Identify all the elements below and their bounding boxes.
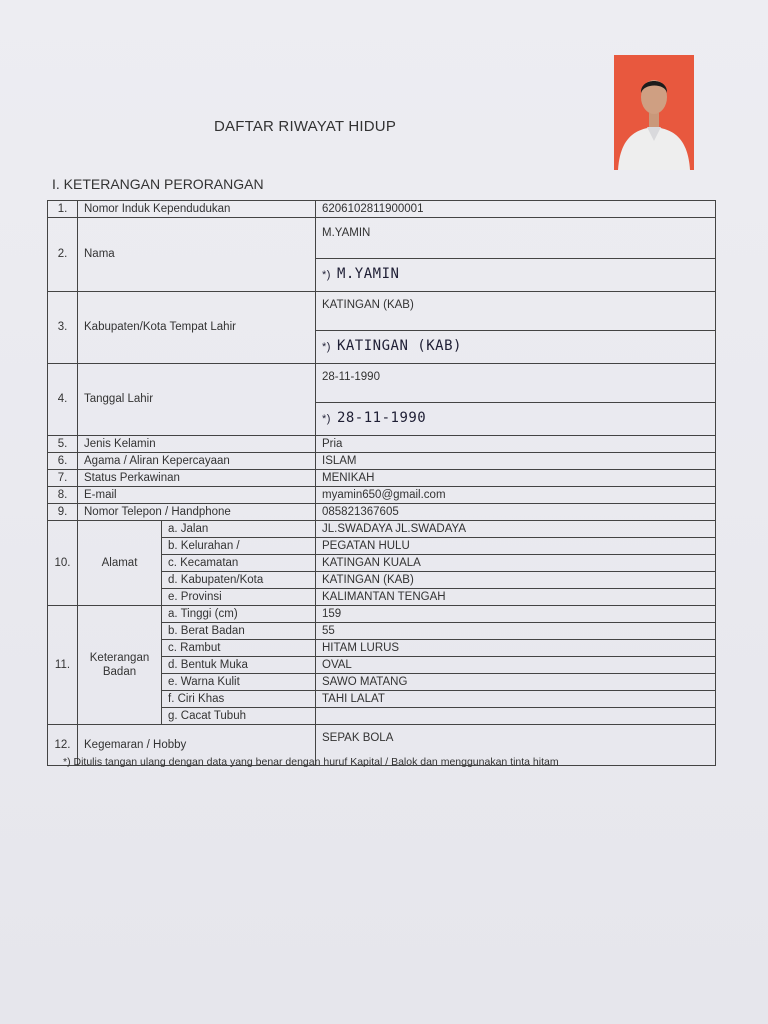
row-number: 10. <box>48 521 78 606</box>
sub-value: HITAM LURUS <box>316 640 716 657</box>
sub-label: b. Berat Badan <box>162 623 316 640</box>
row-number: 5. <box>48 436 78 453</box>
hw-prefix: *) <box>322 413 331 425</box>
field-label: Jenis Kelamin <box>78 436 316 453</box>
field-label: Nomor Telepon / Handphone <box>78 504 316 521</box>
sub-value: JL.SWADAYA JL.SWADAYA <box>316 521 716 538</box>
footnote: *) Ditulis tangan ulang dengan data yang benar dengan huruf Kapital / Balok dan menggunakan tinta hitam <box>63 756 559 768</box>
sub-value: KATINGAN (KAB) <box>316 572 716 589</box>
sub-label: f. Ciri Khas <box>162 691 316 708</box>
sub-label: g. Cacat Tubuh <box>162 708 316 725</box>
row-number: 6. <box>48 453 78 470</box>
personal-info-table <box>47 200 716 766</box>
table-row <box>48 504 716 521</box>
row-number: 2. <box>48 218 78 292</box>
hw-prefix: *) <box>322 269 331 281</box>
table-row <box>48 606 716 623</box>
group-label: Keterangan Badan <box>78 606 162 725</box>
sub-label: c. Kecamatan <box>162 555 316 572</box>
field-value: 28-11-1990 <box>316 364 716 403</box>
hw-text: KATINGAN (KAB) <box>336 338 462 354</box>
sub-label: b. Kelurahan / <box>162 538 316 555</box>
sub-value: 159 <box>316 606 716 623</box>
field-value: MENIKAH <box>316 470 716 487</box>
sub-value: OVAL <box>316 657 716 674</box>
field-label: E-mail <box>78 487 316 504</box>
row-number: 9. <box>48 504 78 521</box>
handwritten-value <box>316 331 716 364</box>
field-label: Status Perkawinan <box>78 470 316 487</box>
sub-label: a. Jalan <box>162 521 316 538</box>
table-row <box>48 487 716 504</box>
field-label: Tanggal Lahir <box>78 364 316 436</box>
row-number: 3. <box>48 292 78 364</box>
row-number: 7. <box>48 470 78 487</box>
hw-text: M.YAMIN <box>336 266 400 282</box>
section-title: I. KETERANGAN PERORANGAN <box>52 176 264 192</box>
profile-photo <box>614 55 694 170</box>
group-label: Alamat <box>78 521 162 606</box>
field-value: ISLAM <box>316 453 716 470</box>
field-value: SEPAK BOLA <box>316 725 716 766</box>
sub-label: e. Warna Kulit <box>162 674 316 691</box>
row-number: 11. <box>48 606 78 725</box>
field-value: 6206102811900001 <box>316 201 716 218</box>
field-value: 085821367605 <box>316 504 716 521</box>
row-number: 8. <box>48 487 78 504</box>
field-value: myamin650@gmail.com <box>316 487 716 504</box>
table-row <box>48 201 716 218</box>
field-label: Nomor Induk Kependudukan <box>78 201 316 218</box>
sub-value: KALIMANTAN TENGAH <box>316 589 716 606</box>
field-value: M.YAMIN <box>316 218 716 259</box>
table-row <box>48 470 716 487</box>
table-row <box>48 436 716 453</box>
field-label: Kegemaran / Hobby <box>78 725 316 766</box>
handwritten-value <box>316 403 716 436</box>
sub-value: KATINGAN KUALA <box>316 555 716 572</box>
row-number: 4. <box>48 364 78 436</box>
table-row <box>48 453 716 470</box>
field-label: Kabupaten/Kota Tempat Lahir <box>78 292 316 364</box>
field-label: Agama / Aliran Kepercayaan <box>78 453 316 470</box>
sub-label: a. Tinggi (cm) <box>162 606 316 623</box>
table-row <box>48 364 716 403</box>
sub-value: SAWO MATANG <box>316 674 716 691</box>
row-number: 1. <box>48 201 78 218</box>
field-value: Pria <box>316 436 716 453</box>
sub-value: PEGATAN HULU <box>316 538 716 555</box>
field-value: KATINGAN (KAB) <box>316 292 716 331</box>
handwritten-value <box>316 259 716 292</box>
table-row <box>48 521 716 538</box>
sub-label: d. Kabupaten/Kota <box>162 572 316 589</box>
sub-label: e. Provinsi <box>162 589 316 606</box>
table-row <box>48 218 716 259</box>
hw-text: 28-11-1990 <box>336 410 427 426</box>
row-number: 12. <box>48 725 78 766</box>
sub-label: c. Rambut <box>162 640 316 657</box>
sub-value: 55 <box>316 623 716 640</box>
sub-value <box>316 708 716 725</box>
page-title: DAFTAR RIWAYAT HIDUP <box>213 118 397 135</box>
table-row <box>48 292 716 331</box>
sub-label: d. Bentuk Muka <box>162 657 316 674</box>
sub-value: TAHI LALAT <box>316 691 716 708</box>
hw-prefix: *) <box>322 341 331 353</box>
field-label: Nama <box>78 218 316 292</box>
